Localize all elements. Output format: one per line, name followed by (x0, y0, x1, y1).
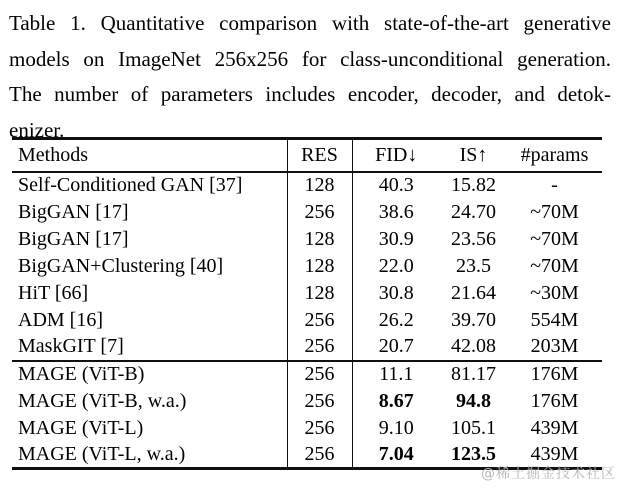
is-cell: 15.82 (451, 174, 496, 196)
res-cell: 128 (287, 172, 352, 199)
method-cell: ADM [16] (12, 307, 287, 334)
method-cell: MAGE (ViT-L) (12, 415, 287, 442)
table-body (12, 172, 602, 469)
caption-line: Table 1. Quantitative comparison with state-of-the-art generative (9, 11, 611, 35)
res-cell: 256 (287, 199, 352, 226)
col-header-is: IS↑ (440, 139, 507, 172)
res-cell: 256 (287, 334, 352, 361)
res-cell: 256 (287, 415, 352, 442)
table-row (12, 388, 602, 415)
fid-cell: 30.9 (378, 227, 414, 250)
table-row (12, 334, 602, 361)
method-cell: MAGE (ViT-B, w.a.) (12, 388, 287, 415)
is-cell: 94.8 (456, 389, 491, 412)
method-cell: BigGAN+Clustering [40] (12, 253, 287, 280)
params-cell: ~30M (530, 281, 579, 304)
table-row (12, 442, 602, 469)
col-header-fid: FID↓ (352, 139, 440, 172)
caption-line: models on ImageNet 256x256 for class-unconditional generation. (9, 46, 611, 71)
res-cell: 256 (287, 388, 352, 415)
fid-cell: 38.6 (378, 200, 414, 223)
table-row (12, 415, 602, 442)
method-cell: MAGE (ViT-L, w.a.) (12, 442, 287, 469)
caption-line: The number of parameters includes encoder, decoder, and detok- (9, 82, 611, 106)
table-row (12, 307, 602, 334)
params-cell: 203M (530, 335, 579, 357)
res-cell: 256 (287, 442, 352, 469)
table-row (12, 361, 602, 388)
method-cell: MaskGIT [7] (12, 334, 287, 361)
params-cell: ~70M (530, 254, 579, 277)
is-cell: 24.70 (451, 200, 496, 223)
table-caption (9, 6, 611, 148)
params-cell: 439M (530, 416, 579, 439)
table-row (12, 172, 602, 199)
table-row (12, 199, 602, 226)
col-header-res: RES (287, 139, 352, 172)
fid-cell: 20.7 (378, 335, 414, 357)
fid-cell: 30.8 (378, 281, 414, 304)
method-cell: MAGE (ViT-B) (12, 361, 287, 388)
res-cell: 128 (287, 226, 352, 253)
is-cell: 23.5 (456, 254, 491, 277)
comparison-table (12, 137, 602, 470)
table-row (12, 253, 602, 280)
params-cell: ~70M (530, 200, 579, 223)
is-cell: 21.64 (451, 281, 496, 304)
method-cell: BigGAN [17] (12, 226, 287, 253)
res-cell: 256 (287, 307, 352, 334)
is-cell: 123.5 (451, 442, 496, 465)
is-cell: 42.08 (451, 335, 496, 357)
results-table (12, 137, 602, 470)
fid-cell: 9.10 (378, 416, 414, 439)
col-header-params: #params (507, 139, 602, 172)
params-cell: 176M (507, 361, 602, 388)
params-cell: - (551, 174, 558, 196)
params-cell: 554M (530, 308, 579, 331)
fid-cell: 26.2 (378, 308, 414, 331)
fid-cell: 22.0 (378, 254, 414, 277)
is-cell: 81.17 (440, 361, 507, 388)
table-row (12, 226, 602, 253)
col-header-methods: Methods (12, 139, 287, 172)
res-cell: 256 (287, 361, 352, 388)
params-cell: 176M (530, 389, 579, 412)
method-cell: HiT [66] (12, 280, 287, 307)
is-cell: 39.70 (451, 308, 496, 331)
table-row (12, 280, 602, 307)
watermark: @稀土掘金技术社区 (481, 466, 616, 482)
fid-cell: 7.04 (378, 442, 414, 465)
res-cell: 128 (287, 280, 352, 307)
fid-cell: 11.1 (352, 361, 440, 388)
header-row (12, 139, 602, 172)
params-cell: 439M (530, 442, 579, 465)
res-cell: 128 (287, 253, 352, 280)
caption-line: enizer. (9, 117, 65, 142)
method-cell: Self-Conditioned GAN [37] (12, 172, 287, 199)
is-cell: 105.1 (451, 416, 496, 439)
fid-cell: 8.67 (378, 389, 414, 412)
is-cell: 23.56 (451, 227, 496, 250)
params-cell: ~70M (530, 227, 579, 250)
method-cell: BigGAN [17] (12, 199, 287, 226)
fid-cell: 40.3 (378, 174, 414, 196)
